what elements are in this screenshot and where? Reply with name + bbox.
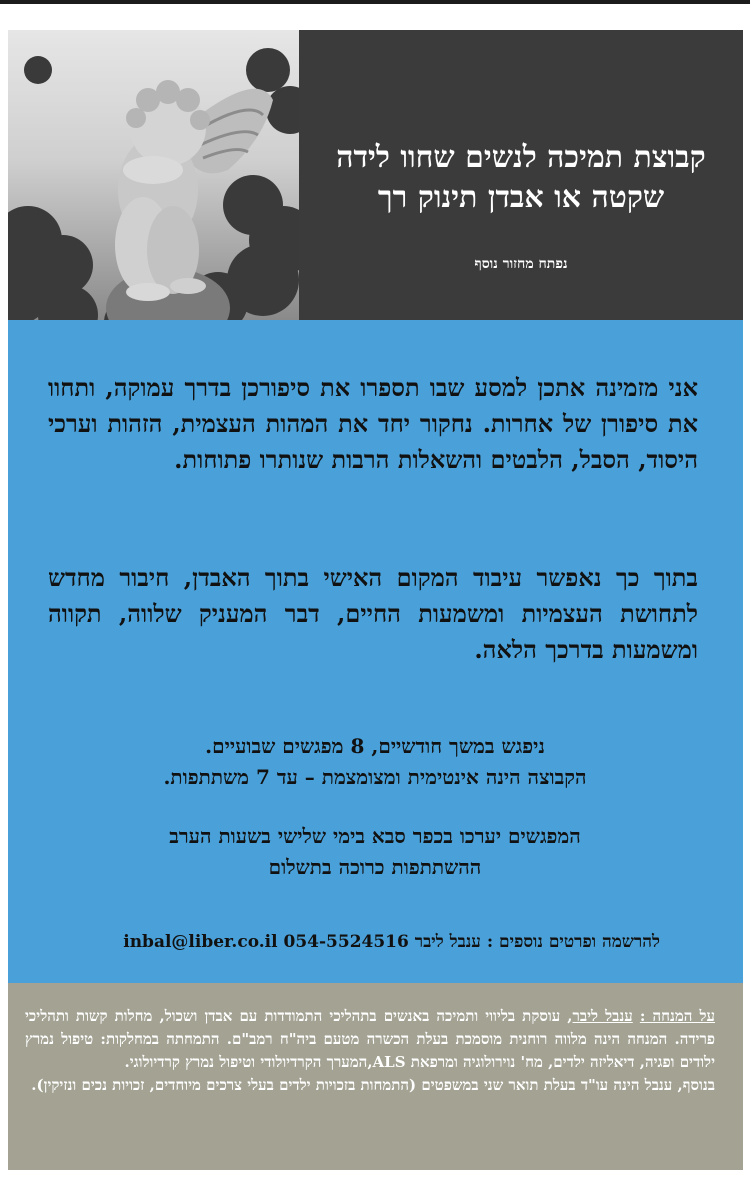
subtitle: נפתח מחזור נוסף xyxy=(474,256,568,272)
header-box xyxy=(299,30,743,320)
bio-paragraph-2: בנוסף, ענבל הינה עו"ד בעלת תואר שני במשפטים (התמחות בזכויות ילדים בעלי צרכים מיוחדים, זכויות נכים ונזיקין). xyxy=(31,1076,715,1094)
bio-text-1: , עוסקת בליווי ותמיכה באנשים בתהליכי התמודדות עם אבדן ושכול, מחלות קשות ותהליכי פרידה. המנחה הינה מלווה רוחנית מוסמכת בעלת הכשרה מטעם ביה"ח רמב"ם. התמחתה במחלקות: טיפול נמרץ ילודים ופגיה, דיאליזה ילדים, מח' נוירולוגיה ומרפאת ALS,המערך הקרדיולודי וטיפול נמרץ קרדיולוגי. xyxy=(25,1007,715,1071)
facilitator-name: ענבל ליבר xyxy=(572,1007,633,1025)
contact-line xyxy=(90,932,660,952)
meeting-location: המפגשים יערכו בכפר סבא בימי שלישי בשעות הערב xyxy=(169,824,581,848)
title-line-1: קבוצת תמיכה לנשים שחוו לידה xyxy=(336,140,706,175)
angel-statue-photo xyxy=(8,30,299,320)
intro-paragraph: אני מזמינה אתכן למסע שבו תספרו את סיפורכן בדרך עמוקה, ותחוו את סיפורן של אחרות. נחקור יחד את המהות העצמית, הזהות וערכי היסוד, הסבל, הלבטים והשאלות הרבות שנותרו פתוחות. xyxy=(48,373,698,474)
top-border xyxy=(0,0,750,4)
contact-label: להרשמה ופרטים נוספים : ענבל ליבר xyxy=(414,932,660,952)
bio-label: על המנחה : xyxy=(639,1007,715,1025)
payment-note: ההשתתפות כרוכה בתשלום xyxy=(268,855,482,879)
email-link[interactable]: inbal@liber.co.il xyxy=(123,932,278,952)
bio-paragraph-1 xyxy=(25,1005,715,1074)
facilitator-bio xyxy=(25,1005,715,1097)
angel-statue-illustration xyxy=(8,30,299,320)
group-size: הקבוצה הינה אינטימית ומצומצמת – עד 7 משתתפות. xyxy=(163,765,587,789)
facilitator-box xyxy=(8,983,743,1170)
title-line-2: שקטה או אבדן תינוק רך xyxy=(377,180,665,215)
second-paragraph: בתוך כך נאפשר עיבוד המקום האישי בתוך האבדן, חיבור מחדש לתחושת העצמיות ומשמעות החיים, דבר המעניק שלווה, תקווה ומשמעות בדרכך הלאה. xyxy=(48,563,698,664)
meeting-schedule: ניפגש במשך חודשיים, 8 מפגשים שבועיים. xyxy=(205,734,545,758)
phone-number[interactable]: 054-5524516 xyxy=(283,932,409,952)
